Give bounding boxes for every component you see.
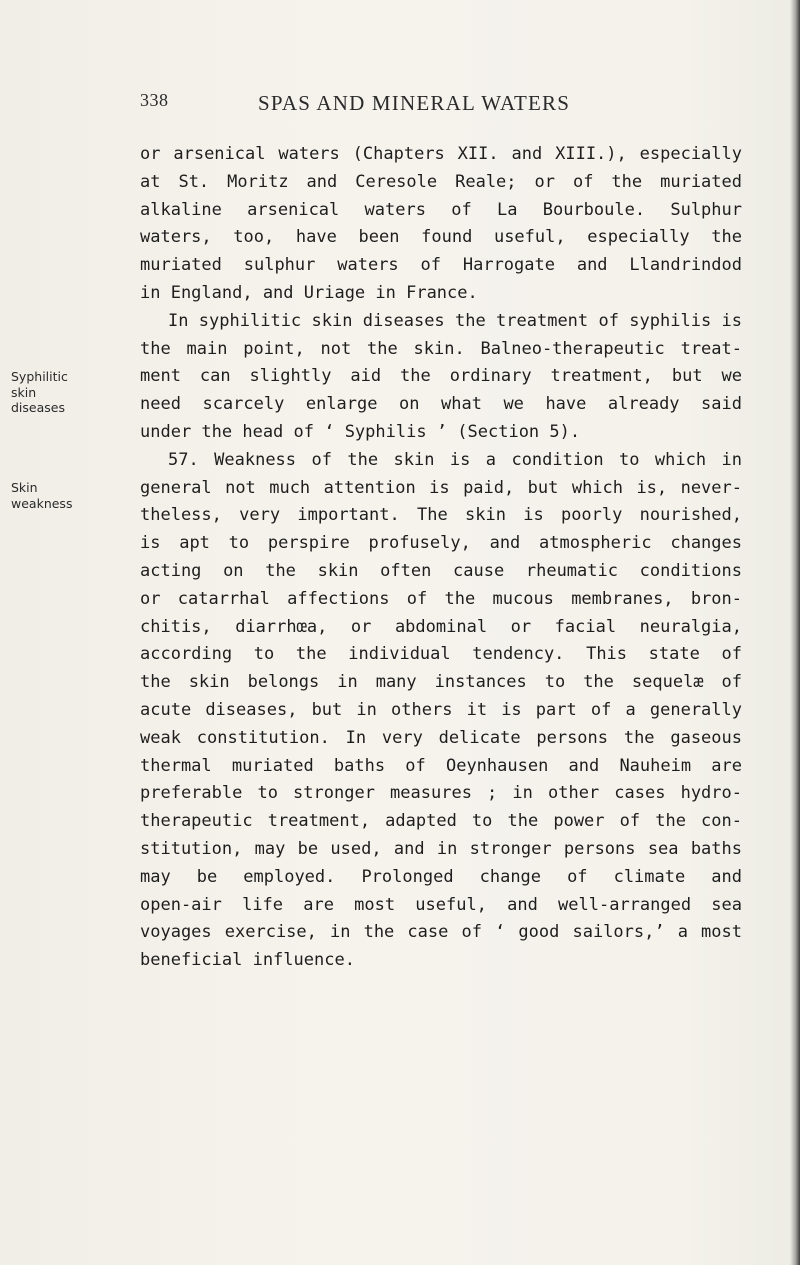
text-line: in England, and Uriage in France. <box>140 282 478 303</box>
text-line: general not much attention is paid, but which is, never- <box>140 477 742 498</box>
margin-note-line: Skin <box>11 480 38 495</box>
margin-note-line: Syphilitic <box>11 369 68 384</box>
text-line: stitution, may be used, and in stronger persons sea baths <box>140 838 742 859</box>
text-line: alkaline arsenical waters of La Bourboule. Sulphur <box>140 199 742 220</box>
text-line: theless, very important. The skin is poorly nourished, <box>140 505 742 526</box>
text-line: need scarcely enlarge on what we have already said <box>140 394 742 415</box>
text-line: weak constitution. In very delicate persons the gaseous <box>140 727 742 748</box>
text-line: acute diseases, but in others it is part of a generally <box>140 699 742 720</box>
text-line: the main point, not the skin. Balneo-therapeutic treat- <box>140 338 742 359</box>
page-number: 338 <box>140 90 169 110</box>
text-line: at St. Moritz and Ceresole Reale; or of the muriated <box>140 171 742 192</box>
page-edge-shadow <box>790 0 800 1265</box>
margin-note-skin-weakness <box>11 480 121 511</box>
margin-note-line: diseases <box>11 400 65 415</box>
text-line: waters, too, have been found useful, especially the <box>140 227 742 248</box>
running-title: SPAS AND MINERAL WATERS <box>258 91 571 115</box>
text-line: is apt to perspire profusely, and atmospheric changes <box>140 533 742 554</box>
text-line: or catarrhal affections of the mucous membranes, bron- <box>140 588 742 609</box>
running-head <box>0 90 800 120</box>
text-line: or arsenical waters (Chapters XII. and XIII.), especially <box>140 144 742 164</box>
text-line: under the head of ‘ Syphilis ’ (Section 5). <box>140 421 581 442</box>
text-line: may be employed. Prolonged change of climate and <box>140 866 742 887</box>
text-line: chitis, diarrhœa, or abdominal or facial neuralgia, <box>140 616 742 637</box>
text-line: thermal muriated baths of Oeynhausen and Nauheim are <box>140 755 742 776</box>
text-line: 57. Weakness of the skin is a condition to which in <box>168 449 742 470</box>
text-line: In syphilitic skin diseases the treatment of syphilis is <box>168 310 742 331</box>
text-line: preferable to stronger measures ; in other cases hydro- <box>140 783 742 804</box>
text-line: voyages exercise, in the case of ‘ good sailors,’ a most <box>140 922 742 943</box>
text-line: muriated sulphur waters of Harrogate and Llandrindod <box>140 255 742 276</box>
text-line: beneficial influence. <box>140 950 355 971</box>
margin-note-line: weakness <box>11 495 73 511</box>
text-line: acting on the skin often cause rheumatic conditions <box>140 560 742 581</box>
margin-note-syphilitic-skin-diseases <box>11 369 121 416</box>
body-text <box>140 141 742 975</box>
text-line: according to the individual tendency. This state of <box>140 644 742 665</box>
text-line: open-air life are most useful, and well-arranged sea <box>140 894 742 915</box>
text-line: ment can slightly aid the ordinary treatment, but we <box>140 366 742 387</box>
text-line: therapeutic treatment, adapted to the power of the con- <box>140 811 742 832</box>
text-line: the skin belongs in many instances to the sequelæ of <box>140 672 742 693</box>
margin-note-line: skin <box>11 384 37 400</box>
